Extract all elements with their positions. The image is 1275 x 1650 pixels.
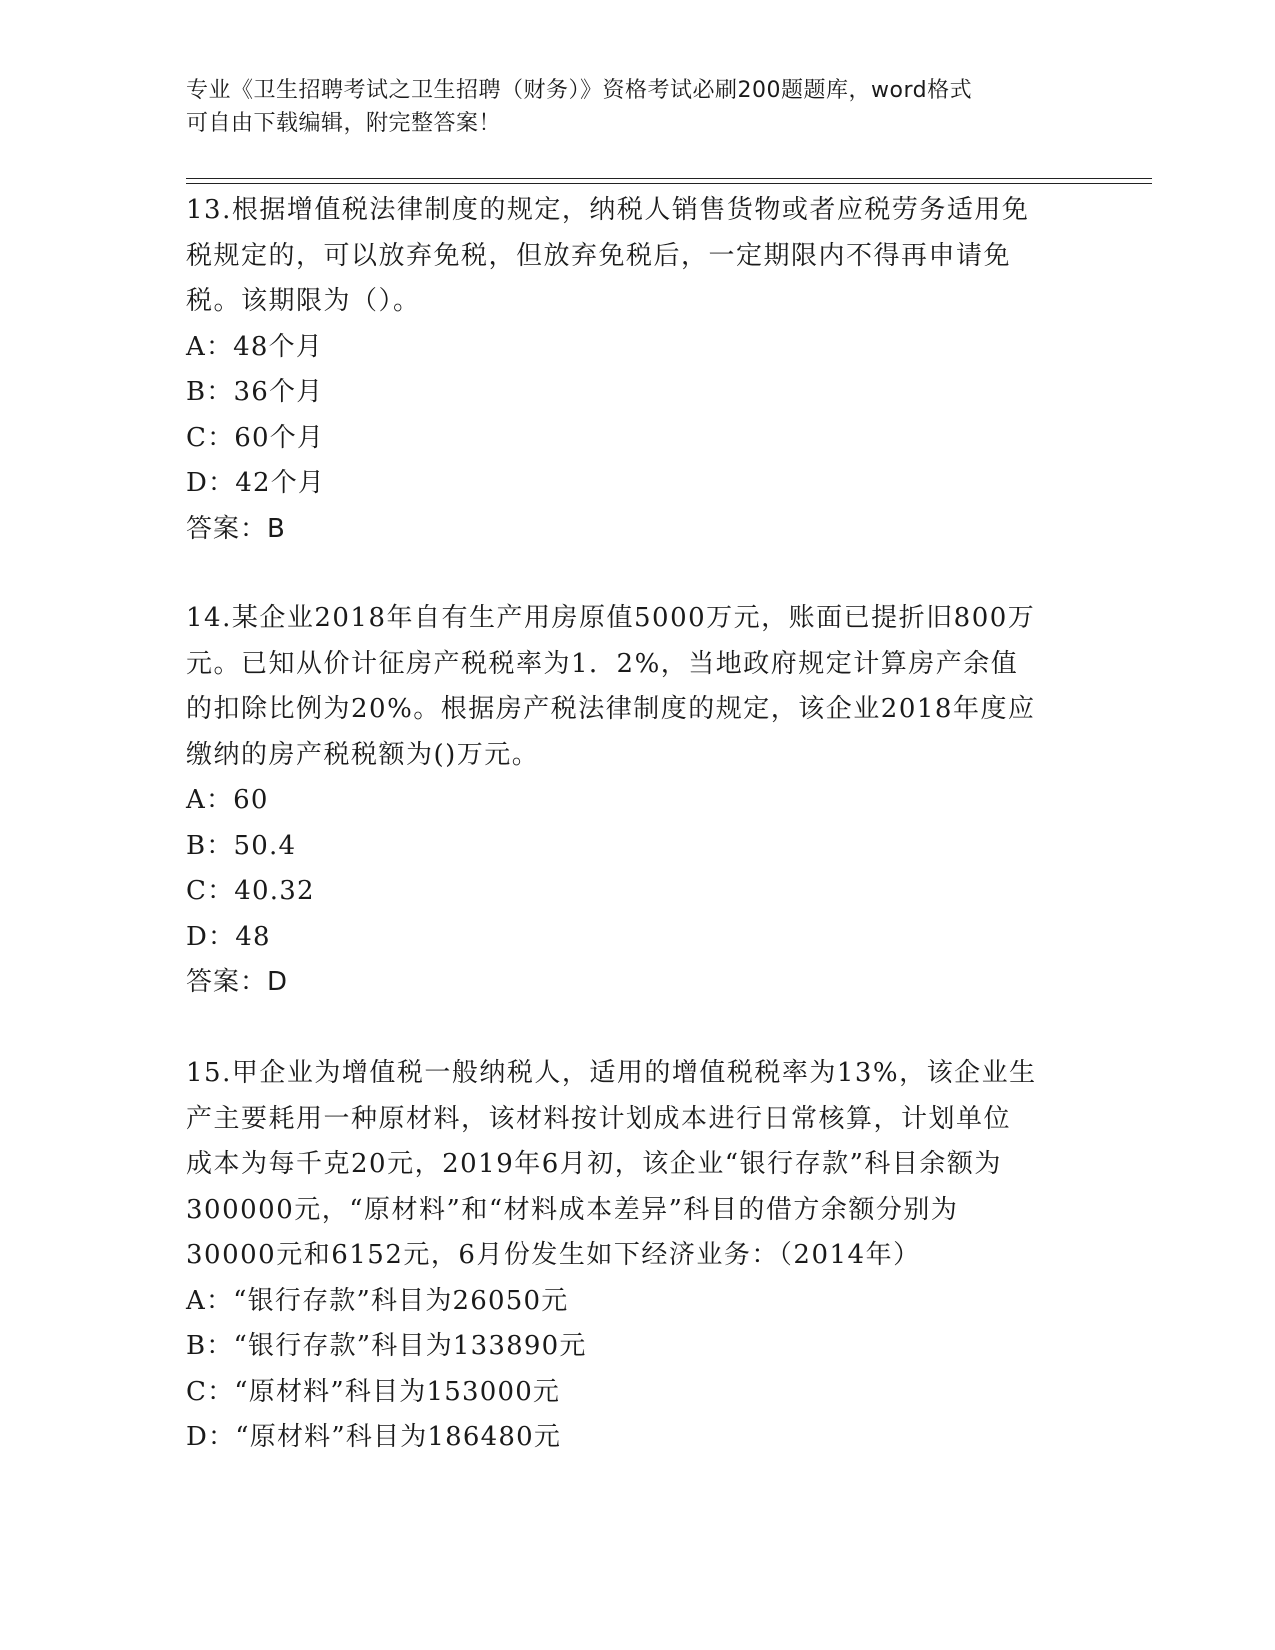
question-stem-line: 元。已知从价计征房产税税率为1．2%，当地政府规定计算房产余值 [186, 648, 1019, 679]
option-d: D：48 [186, 921, 271, 952]
header-divider-double [186, 183, 1152, 184]
option-b: B：“银行存款”科目为133890元 [186, 1331, 587, 1361]
option-c: C：60个月 [186, 422, 325, 453]
question-stem-line: 成本为每千克20元，2019年6月初，该企业“银行存款”科目余额为 [186, 1149, 1002, 1179]
question-stem-line: 13.根据增值税法律制度的规定，纳税人销售货物或者应税劳务适用免 [186, 195, 1030, 225]
answer-label: 答案：B [186, 513, 286, 544]
question-stem-line: 税。该期限为（）。 [186, 286, 421, 316]
document-header [186, 74, 1086, 140]
header-line-2: 可自由下载编辑，附完整答案！ [186, 111, 502, 136]
option-d: D：42个月 [186, 468, 326, 498]
question-13 [186, 188, 1086, 552]
question-stem-line: 15.甲企业为增值税一般纳税人，适用的增值税税率为13%，该企业生 [186, 1058, 1037, 1088]
option-a: A：“银行存款”科目为26050元 [186, 1285, 569, 1316]
answer-label: 答案：D [186, 967, 289, 997]
option-c: C：“原材料”科目为153000元 [186, 1376, 561, 1407]
header-divider [186, 178, 1152, 179]
header-line-1: 专业《卫生招聘考试之卫生招聘（财务）》资格考试必刷200题题库，word格式 [186, 78, 973, 103]
question-stem-line: 税规定的，可以放弃免税，但放弃免税后，一定期限内不得再申请免 [186, 240, 1012, 271]
question-stem-line: 14.某企业2018年自有生产用房原值5000万元，账面已提折旧800万 [186, 603, 1036, 633]
question-stem-line: 300000元，“原材料”和“材料成本差异”科目的借方余额分别为 [186, 1194, 959, 1225]
question-14 [186, 596, 1086, 1006]
option-c: C：40.32 [186, 876, 315, 906]
question-stem-line: 的扣除比例为20%。根据房产税法律制度的规定，该企业2018年度应 [186, 694, 1036, 724]
question-15 [186, 1051, 1086, 1461]
option-a: A：48个月 [186, 331, 324, 362]
option-b: B：36个月 [186, 377, 324, 407]
option-d: D：“原材料”科目为186480元 [186, 1422, 562, 1452]
question-stem-line: 产主要耗用一种原材料，该材料按计划成本进行日常核算，计划单位 [186, 1103, 1012, 1134]
option-a: A：60 [186, 785, 269, 815]
question-stem-line: 缴纳的房产税税额为()万元。 [186, 739, 540, 770]
question-stem-line: 30000元和6152元，6月份发生如下经济业务：（2014年） [186, 1240, 921, 1270]
option-b: B：50.4 [186, 830, 297, 861]
